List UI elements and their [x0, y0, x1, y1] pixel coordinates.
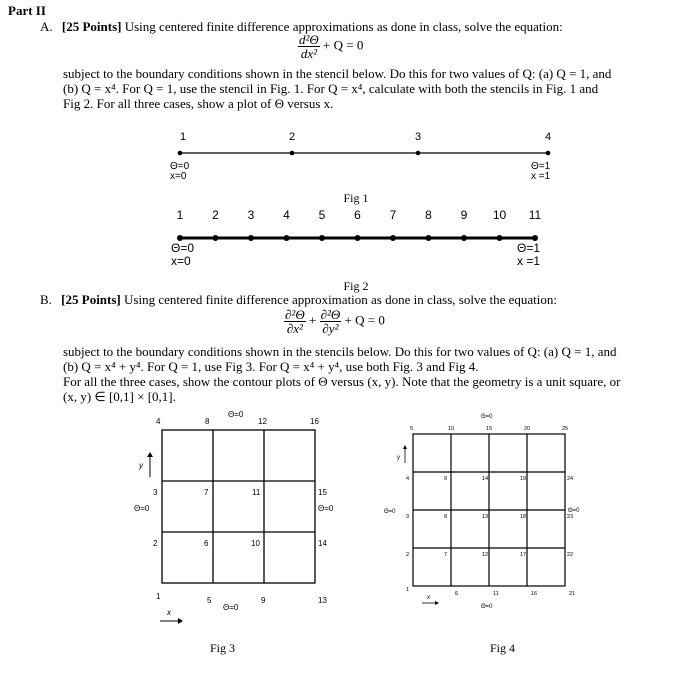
- fig3-node-11: 11: [252, 488, 261, 497]
- section-b-line-1: subject to the boundary conditions shown in the stencils below. Do this for two values of Q: (a) Q = 1, and: [63, 344, 617, 359]
- fig4-bc-top: Θ=0: [481, 414, 493, 420]
- fig4-y-arrowhead: [403, 445, 407, 449]
- fig1-caption: Fig 1: [343, 191, 369, 205]
- fig3-node-5: 5: [207, 596, 212, 605]
- fig3-node-8: 8: [205, 417, 210, 426]
- fig3-x-arrowhead: [178, 618, 183, 624]
- fig2-node-6: [355, 235, 361, 241]
- fig1-node-label-3: 3: [414, 131, 422, 143]
- fig4-node-19: 19: [520, 476, 527, 482]
- section-b-paragraph: [63, 344, 620, 404]
- fig4-node-2: 2: [406, 552, 410, 558]
- section-a-letter: A.: [40, 19, 53, 34]
- section-a-points: [25 Points]: [61, 19, 122, 34]
- fig4-node-12: 12: [482, 552, 489, 558]
- fig4-node-25: 25: [562, 426, 569, 432]
- fig3-boundary: [162, 430, 315, 583]
- section-a-line-3: Fig 2. For all three cases, show a plot of Θ versus x.: [63, 96, 334, 111]
- fig2-node-4: [284, 235, 290, 241]
- fig2-node-label-5: 5: [318, 208, 326, 222]
- fig3-node-4: 4: [156, 417, 161, 426]
- fig4-bc-left: Θ=0: [384, 509, 396, 515]
- section-b-intro: Using centered finite difference approximation as done in class, solve the equation:: [124, 292, 557, 307]
- fig1-left-bc-x: x=0: [170, 171, 187, 182]
- fig3-caption: Fig 3: [210, 641, 236, 655]
- fig1-left-bc-theta: Θ=0: [170, 161, 190, 172]
- fig2-node-label-8: 8: [425, 208, 432, 222]
- fig1-right-bc-x: x =1: [531, 171, 551, 182]
- fig3-axis-x-label: x: [167, 608, 171, 617]
- section-a-intro: Using centered finite difference approximations as done in class, solve the equation:: [124, 19, 563, 34]
- eq-a-numerator: d²Θ: [299, 32, 319, 47]
- fig3-axes: [138, 452, 183, 624]
- fig4-node-10: 10: [448, 426, 455, 432]
- fig3-node-15: 15: [318, 488, 327, 497]
- fig2-node-label-2: 2: [212, 208, 219, 222]
- fig2-caption: Fig 2: [343, 279, 369, 293]
- fig4-node-13: 13: [482, 514, 489, 520]
- fig4-node-14: 14: [482, 476, 489, 482]
- fig2-left-bc-theta: Θ=0: [171, 241, 195, 255]
- fig4-node-6: 6: [455, 591, 459, 597]
- fig2-node-7: [390, 235, 396, 241]
- fig2-node-8: [426, 235, 432, 241]
- fig4-node-4: 4: [406, 476, 410, 482]
- section-b-line-2: (b) Q = x⁴ + y⁴. For Q = 1, use Fig 3. For Q = x⁴ + y⁴, use both Fig. 3 and Fig 4.: [63, 359, 479, 374]
- fig3-bc-bottom: Θ=0: [223, 603, 239, 612]
- fig2-stencil: [0, 200, 687, 296]
- fig4-x-arrowhead: [435, 601, 439, 605]
- fig1-node-1: [178, 151, 183, 156]
- fig1-node-label-4: 4: [544, 131, 552, 143]
- fig4-node-21: 21: [569, 591, 576, 597]
- fig4-axis-y-label: y: [397, 455, 400, 461]
- fig1-node-label-1: 1: [179, 131, 187, 143]
- section-b-letter: B.: [40, 292, 52, 307]
- fig2-node-label-10: 10: [492, 208, 507, 222]
- section-b-line-4: (x, y) ∈ [0,1] × [0,1].: [63, 389, 176, 404]
- section-b-equation: [284, 308, 385, 335]
- fig1-node-3: [416, 151, 421, 156]
- fig4-node-3: 3: [406, 514, 410, 520]
- fig2-node-3: [248, 235, 254, 241]
- fig4-axes: [396, 445, 439, 605]
- fig3-node-13: 13: [318, 596, 327, 605]
- fig4-axis-x-label: x: [427, 595, 430, 601]
- section-a-line-1: subject to the boundary conditions shown in the stencil below. Do this for two values of Q: (a) Q = 1, and: [63, 66, 612, 81]
- fig2-node-label-7: 7: [389, 208, 397, 222]
- section-a-paragraph: [63, 66, 611, 111]
- fig4-node-23: 23: [567, 514, 574, 520]
- section-a-line-2: (b) Q = x⁴. For Q = 1, use the stencil in Fig. 1. For Q = x⁴, calculate with both the stencils in Fig. 1 and: [63, 81, 599, 96]
- fig4-node-9: 9: [444, 476, 448, 482]
- fig4-node-17: 17: [520, 552, 527, 558]
- fig2-left-bc-x: x=0: [171, 254, 191, 268]
- fig4-node-24: 24: [567, 476, 574, 482]
- fig2-node-label-9: 9: [460, 208, 468, 222]
- fig4-node-22: 22: [567, 552, 574, 558]
- section-a-equation: [298, 33, 363, 60]
- fig3-node-3: 3: [153, 488, 158, 497]
- fig3-node-1: 1: [156, 592, 161, 601]
- fig4-node-15: 15: [486, 426, 493, 432]
- fig2-node-label-3: 3: [247, 208, 255, 222]
- eq-a-rest: + Q = 0: [323, 37, 364, 53]
- fig3-node-2: 2: [153, 539, 158, 548]
- fig3-node-16: 16: [310, 417, 319, 426]
- section-b-points: [25 Points]: [61, 292, 121, 307]
- fig3-stencil: [110, 405, 360, 625]
- fig3-y-arrowhead: [147, 452, 153, 457]
- fig3-node-7: 7: [204, 488, 209, 497]
- fig4-node-16: 16: [531, 591, 538, 597]
- fig4-stencil: [375, 405, 625, 615]
- eq-b-denominator-2: ∂y²: [322, 321, 339, 336]
- fig3-node-14: 14: [318, 539, 327, 548]
- eq-b-plus: +: [308, 312, 317, 328]
- fig4-bc-bottom: Θ=0: [481, 604, 493, 610]
- fig4-node-5: 5: [410, 426, 414, 432]
- section-b-header: [40, 292, 557, 308]
- fig4-node-8: 8: [444, 514, 448, 520]
- fig4-bc-right: Θ=0: [568, 508, 580, 514]
- fig3-bc-right: Θ=0: [318, 504, 334, 513]
- fig2-node-label-6: 6: [354, 208, 361, 222]
- eq-b-rest: + Q = 0: [344, 312, 385, 328]
- fig1-right-bc-theta: Θ=1: [531, 161, 551, 172]
- fig3-axis-y-label: y: [139, 461, 143, 470]
- fig2-node-label-11: 11: [528, 208, 542, 222]
- fig3-node-12: 12: [258, 417, 267, 426]
- fig4-caption: Fig 4: [490, 641, 516, 655]
- fig3-bc-left: Θ=0: [134, 504, 150, 513]
- eq-a-denominator: dx²: [300, 46, 317, 61]
- fig1-node-label-2: 2: [288, 131, 296, 143]
- fig3-node-9: 9: [261, 596, 266, 605]
- fig2-node-5: [319, 235, 325, 241]
- fig4-node-11: 11: [493, 591, 499, 597]
- fig2-node-10: [497, 235, 503, 241]
- fig1-node-2: [290, 151, 295, 156]
- part-title: Part II: [8, 3, 46, 18]
- fig4-node-1: 1: [406, 587, 410, 593]
- fig2-right-bc-x: x =1: [517, 254, 541, 268]
- eq-b-denominator-1: ∂x²: [286, 321, 303, 336]
- fig2-node-2: [213, 235, 219, 241]
- fig4-node-18: 18: [520, 514, 527, 520]
- fig2-right-bc-theta: Θ=1: [517, 241, 541, 255]
- fig2-node-9: [461, 235, 467, 241]
- fig3-node-6: 6: [204, 539, 209, 548]
- fig3-bc-top: Θ=0: [228, 410, 244, 419]
- fig2-node-label-1: 1: [176, 208, 184, 222]
- eq-b-numerator-2: ∂²Θ: [320, 307, 341, 322]
- section-b-line-3: For all the three cases, show the contour plots of Θ versus (x, y). Note that the geometry is a unit square, or: [63, 374, 621, 389]
- fig4-node-20: 20: [524, 426, 531, 432]
- fig1-node-4: [546, 151, 551, 156]
- fig3-node-10: 10: [251, 539, 260, 548]
- fig4-node-7: 7: [444, 552, 448, 558]
- eq-b-numerator-1: ∂²Θ: [285, 307, 305, 322]
- fig2-node-label-4: 4: [283, 208, 290, 222]
